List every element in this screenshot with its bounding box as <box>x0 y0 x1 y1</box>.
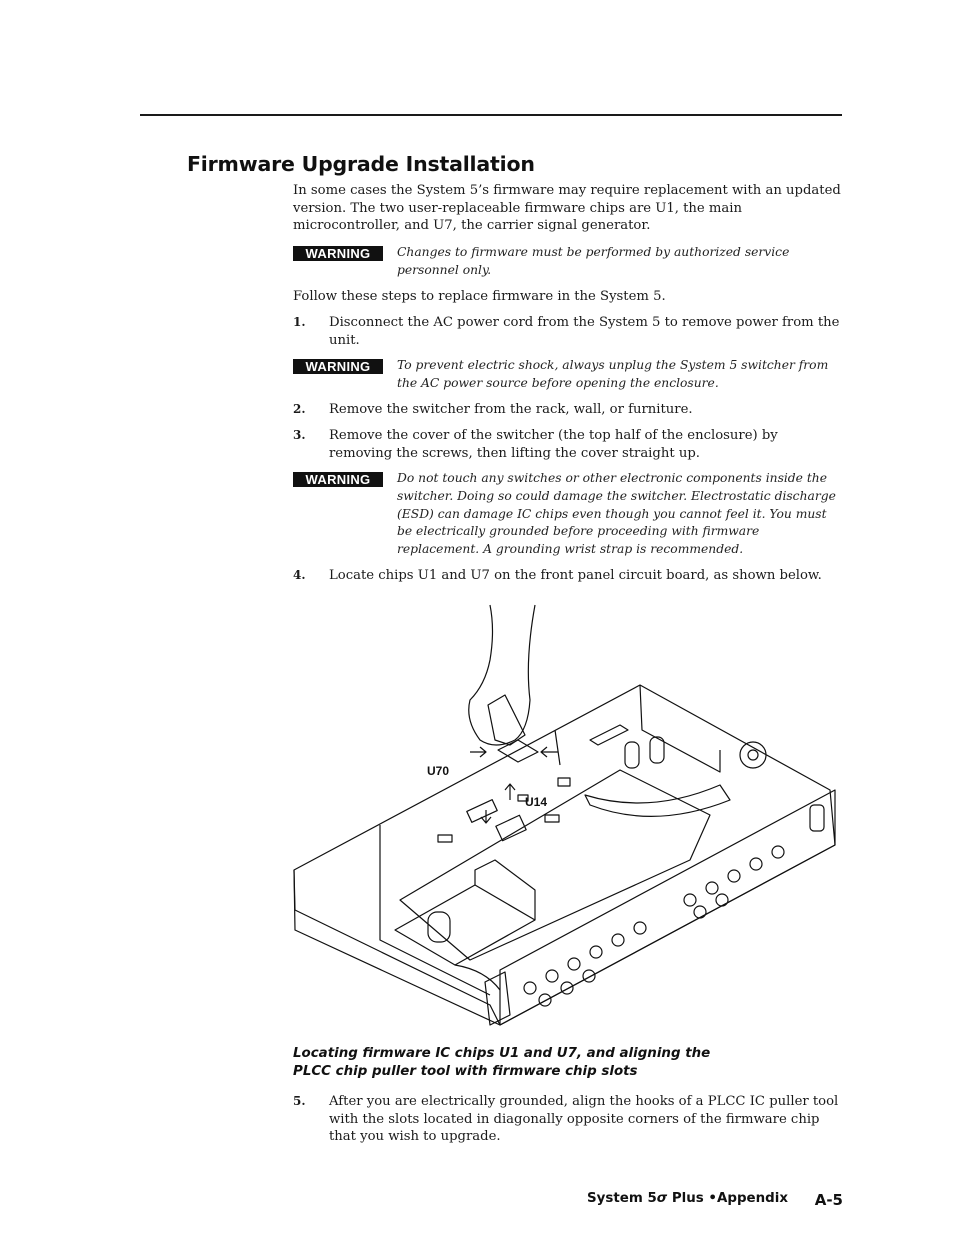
chassis-outline <box>294 685 835 1025</box>
section-title: Firmware Upgrade Installation <box>187 152 535 176</box>
fan <box>740 742 766 768</box>
step-number: 1. <box>293 315 306 329</box>
warning-text: Do not touch any switches or other electronic components inside the switcher. Doing so could damage the switcher. Electrostatic discharge (ESD) can damage IC chips even though you cannot feel it. You must be electrically grounded before proceeding with firmware replacement. A grounding wrist strap is recommended. <box>397 471 836 557</box>
step-text: After you are electrically grounded, align the hooks of a PLCC IC puller tool with the slots located in diagonally opposite corners of the firmware chip that you wish to upgrade. <box>329 1094 839 1144</box>
step-text: Remove the switcher from the rack, wall, or furniture. <box>329 402 693 417</box>
page-number: A-5 <box>814 1191 843 1209</box>
step-number: 3. <box>293 428 306 442</box>
step-2 <box>293 401 843 419</box>
warning-badge: WARNING <box>293 472 383 487</box>
circuit-board <box>400 770 710 960</box>
page-footer <box>587 1191 843 1209</box>
hand <box>469 605 535 745</box>
ribbon-cable <box>585 785 730 816</box>
warning-badge: WARNING <box>293 246 383 261</box>
step-4 <box>293 567 843 585</box>
warning-3 <box>293 470 843 559</box>
warning-badge: WARNING <box>293 359 383 374</box>
warning-2 <box>293 357 843 393</box>
step-number: 2. <box>293 402 306 416</box>
label-u70: U70 <box>427 764 450 778</box>
step-text: Remove the cover of the switcher (the top half of the enclosure) by removing the screws, then lifting the cover straight up. <box>329 428 778 461</box>
power-supply <box>395 885 535 965</box>
plcc-puller-tool <box>488 695 525 745</box>
circuit-board-illustration <box>290 600 845 1032</box>
intro-paragraph: In some cases the System 5’s firmware may require replacement with an updated version. The two user-replaceable firmware chips are U1, the main microcontroller, and U7, the carrier signal generator. <box>293 183 841 233</box>
top-rule <box>140 114 842 116</box>
warning-text: To prevent electric shock, always unplug the System 5 switcher from the AC power source before opening the enclosure. <box>397 358 829 390</box>
step-1 <box>293 314 843 349</box>
step-text: Disconnect the AC power cord from the System 5 to remove power from the unit. <box>329 315 840 348</box>
step-number: 4. <box>293 568 306 582</box>
warning-text: Changes to firmware must be performed by authorized service personnel only. <box>397 245 790 277</box>
step-text: Locate chips U1 and U7 on the front panel circuit board, as shown below. <box>329 568 822 583</box>
footer-product: System 5 <box>587 1191 657 1206</box>
footer-section: Plus •Appendix <box>667 1191 788 1206</box>
step-3 <box>293 427 843 462</box>
figure-caption: Locating firmware IC chips U1 and U7, and aligning the PLCC chip puller tool with firmware chip slots <box>293 1046 711 1079</box>
front-panel <box>500 790 835 1025</box>
step-number: 5. <box>293 1094 306 1108</box>
warning-1 <box>293 244 843 280</box>
step-5 <box>293 1093 843 1146</box>
footer-sigma: σ <box>656 1191 668 1206</box>
label-u14: U14 <box>525 795 548 809</box>
follow-paragraph: Follow these steps to replace firmware in the System 5. <box>293 289 666 304</box>
